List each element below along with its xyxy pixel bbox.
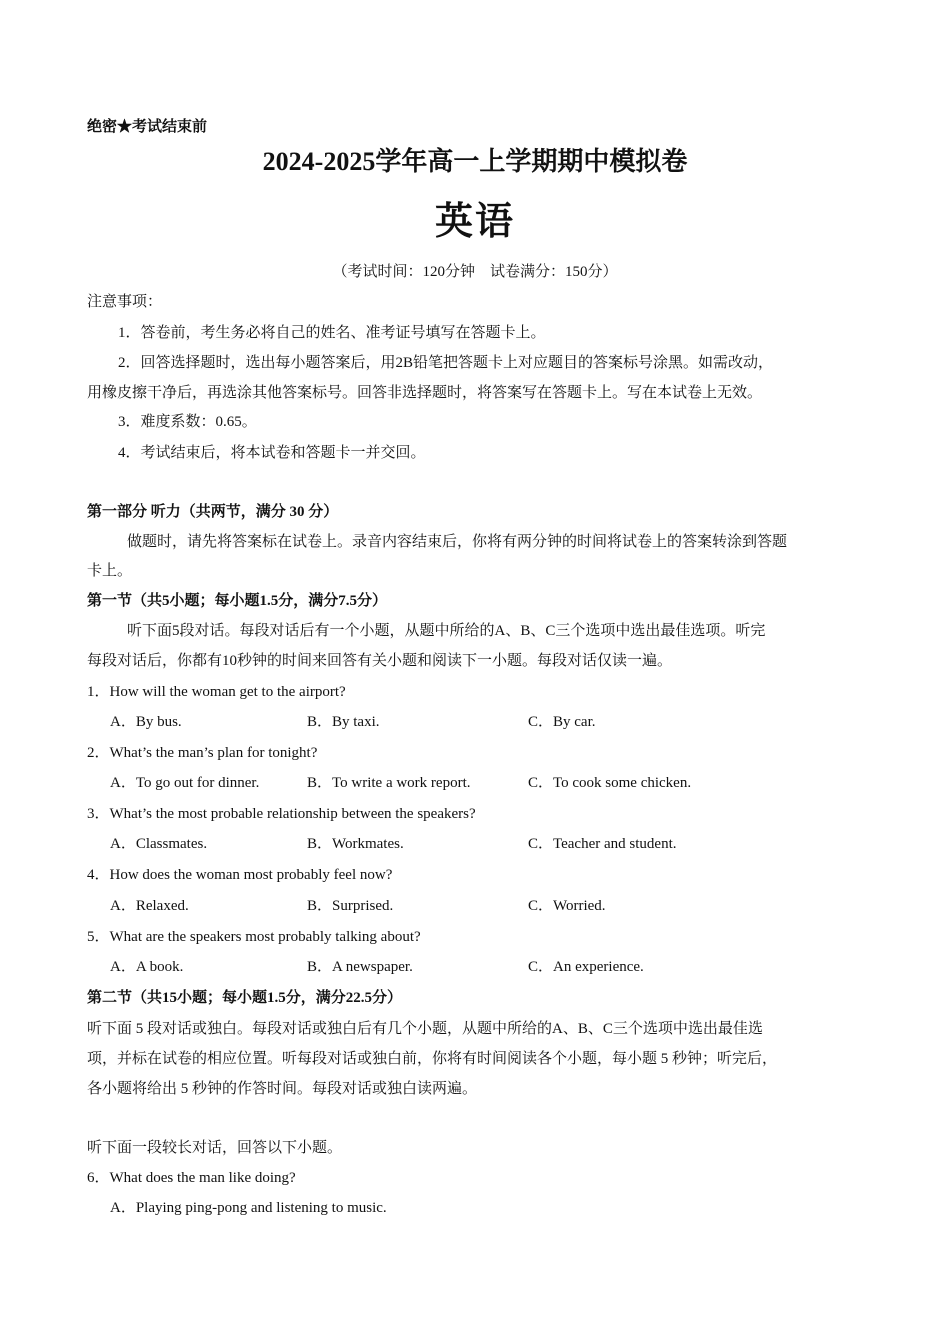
option-b: B．A newspaper. <box>307 959 413 975</box>
note-item: 2．回答选择题时，选出每小题答案后，用2B铅笔把答题卡上对应题目的答案标号涂黑。如需改动， <box>118 355 774 371</box>
question-text: 4．How does the woman most probably feel now? <box>87 867 393 883</box>
option-a: A．By bus. <box>110 714 182 730</box>
option-c: C．To cook some chicken. <box>528 775 692 791</box>
section1-heading: 第一节（共5小题；每小题1.5分，满分7.5分） <box>87 593 388 609</box>
section1-instructions: 听下面5段对话。每段对话后有一个小题，从题中所给的A、B、C三个选项中选出最佳选项。听完 <box>127 623 766 639</box>
note-item: 1．答卷前，考生务必将自己的姓名、准考证号填写在答题卡上。 <box>118 325 546 341</box>
option-c: C．An experience. <box>528 959 644 975</box>
exam-title: 2024-2025学年高一上学期期中模拟卷 <box>262 147 688 176</box>
option-a: A．A book. <box>110 959 184 975</box>
exam-info: （考试时间：120分钟 试卷满分：150分） <box>332 264 618 280</box>
option-a: A．Classmates. <box>110 836 208 852</box>
section1-instructions: 每段对话后，你都有10秒钟的时间来回答有关小题和阅读下一小题。每段对话仅读一遍。 <box>87 653 673 669</box>
passage-intro: 听下面一段较长对话，回答以下小题。 <box>87 1140 343 1156</box>
section2-heading: 第二节（共15小题；每小题1.5分，满分22.5分） <box>87 990 403 1006</box>
confidential-label: 绝密★考试结束前 <box>87 119 208 135</box>
section2-instructions: 各小题将给出 5 秒钟的作答时间。每段对话或独白读两遍。 <box>87 1081 478 1097</box>
note-item: 4．考试结束后，将本试卷和答题卡一并交回。 <box>118 445 426 461</box>
option-b: B．Surprised. <box>307 898 394 914</box>
option-b: B．To write a work report. <box>307 775 471 791</box>
part1-heading: 第一部分 听力（共两节，满分 30 分） <box>87 504 339 520</box>
option-c: C．Teacher and student. <box>528 836 677 852</box>
question-text: 3．What’s the most probable relationship between the speakers? <box>87 806 476 822</box>
option-c: C．Worried. <box>528 898 606 914</box>
section2-instructions: 项，并标在试卷的相应位置。听每段对话或独白前，你将有时间阅读各个小题，每小题 5 秒钟；听完后， <box>87 1051 778 1067</box>
question-text: 6．What does the man like doing? <box>87 1170 296 1186</box>
section2-instructions: 听下面 5 段对话或独白。每段对话或独白后有几个小题，从题中所给的A、B、C三个选项中选出最佳选 <box>87 1021 763 1037</box>
part1-instructions: 卡上。 <box>87 563 133 579</box>
option-b: B．By taxi. <box>307 714 380 730</box>
question-text: 2．What’s the man’s plan for tonight? <box>87 745 318 761</box>
notes-heading: 注意事项： <box>87 294 163 310</box>
question-text: 1．How will the woman get to the airport? <box>87 684 346 700</box>
subject-title: 英语 <box>434 201 515 243</box>
option-a: A．Relaxed. <box>110 898 189 914</box>
option-b: B．Workmates. <box>307 836 404 852</box>
option-c: C．By car. <box>528 714 596 730</box>
part1-instructions: 做题时，请先将答案标在试卷上。录音内容结束后，你将有两分钟的时间将试卷上的答案转涂到答题 <box>127 534 788 550</box>
note-item-continued: 用橡皮擦干净后，再选涂其他答案标号。回答非选择题时，将答案写在答题卡上。写在本试卷上无效。 <box>87 385 763 401</box>
note-item: 3．难度系数：0.65。 <box>118 414 257 430</box>
question-text: 5．What are the speakers most probably talking about? <box>87 929 421 945</box>
option-a: A．Playing ping-pong and listening to music. <box>110 1200 387 1216</box>
option-a: A．To go out for dinner. <box>110 775 260 791</box>
